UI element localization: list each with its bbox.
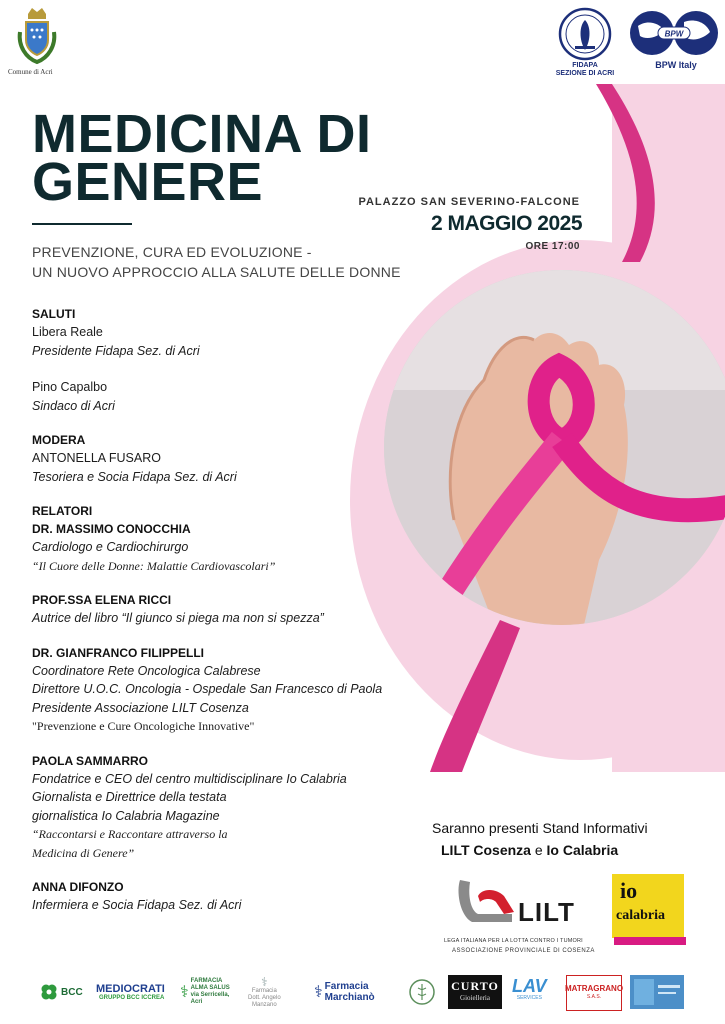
crest-icon: [12, 6, 62, 66]
curto-line2: Gioielleria: [460, 994, 490, 1002]
event-venue: PALAZZO SAN SEVERINO-FALCONE: [358, 196, 580, 208]
speaker-role: Direttore U.O.C. Oncologia - Ospedale San Francesco di Paola: [32, 682, 383, 696]
sponsor-lav: [512, 975, 547, 1009]
lav-text: LAV: [512, 976, 547, 996]
caduceus-icon: ⚕: [314, 984, 323, 1001]
section-heading-relatori: RELATORI: [32, 504, 93, 518]
fidapa-logo: [556, 6, 614, 67]
speaker-role: Presidente Associazione LILT Cosenza: [32, 700, 249, 715]
sponsor-farmacia-alma-salus: [180, 975, 230, 1009]
sponsor-farmacia-marchiano: [314, 975, 375, 1009]
speaker-role: Cardiologo e Cardiochirurgo: [32, 540, 189, 554]
speaker-role: Autrice del libro “Il giunco si piega ma non si spezza”: [32, 611, 324, 625]
iocalabria-tagline-bar: [614, 937, 686, 945]
pink-ribbon-hand-image: [384, 270, 725, 625]
stand-org-lilt: LILT Cosenza: [441, 842, 531, 858]
event-date: 2 MAGGIO 2025: [430, 212, 582, 235]
talk-title: "Prevenzione e Cure Oncologiche Innovative": [32, 719, 255, 733]
stands-orgs: [441, 842, 618, 858]
farmacia2-line3: Manzano: [252, 1001, 277, 1008]
speaker-name: Pino Capalbo: [32, 380, 108, 394]
speaker-role: Giornalista e Direttrice della testata: [32, 790, 227, 804]
farmacia2-line2: Dott. Angelo: [248, 994, 281, 1001]
moderator-role: Tesoriera e Socia Fidapa Sez. di Acri: [32, 469, 237, 484]
title-line-2: GENERE: [32, 152, 264, 212]
stand-conjunction: e: [534, 842, 543, 858]
speaker-name: ANNA DIFONZO: [32, 880, 124, 894]
matragrano-text: MATRAGRANO: [564, 984, 624, 993]
curto-line1: CURTO: [451, 979, 499, 993]
event-time: ORE 17:00: [525, 241, 580, 252]
fidapa-line1: FIDAPA: [572, 62, 598, 69]
speaker-name: PROF.SSA ELENA RICCI: [32, 593, 172, 607]
farmacia3-line1: Farmacia: [324, 981, 369, 992]
speaker-role: Presidente Fidapa Sez. di Acri: [32, 343, 200, 358]
speaker-name: DR. MASSIMO CONOCCHIA: [32, 522, 191, 536]
stands-notice: Saranno presenti Stand Informativi: [432, 820, 648, 836]
bpw-globes-icon: [628, 8, 720, 58]
matragrano-subtitle: S.A.S.: [586, 994, 602, 1000]
bcc-text: BCC: [61, 986, 83, 998]
speaker-role: Sindaco di Acri: [32, 398, 115, 413]
speaker-role: Infermiera e Socia Fidapa Sez. di Acri: [32, 898, 242, 912]
sponsor-matragrano: [566, 975, 622, 1011]
bpw-name: BPW Italy: [655, 60, 697, 70]
lilt-subtitle-2: ASSOCIAZIONE PROVINCIALE DI COSENZA: [452, 948, 595, 954]
sponsor-curto: [448, 975, 502, 1009]
bcc-clover-icon: [40, 983, 58, 1001]
sponsor-blue-logo: [630, 975, 684, 1009]
lilt-wordmark: LILT: [518, 897, 575, 927]
sponsor-mediocrati: [96, 975, 165, 1009]
mediocrati-text: MEDIOCRATI: [96, 983, 165, 995]
moderator-name: ANTONELLA FUSARO: [32, 451, 161, 465]
stand-org-iocalabria: Io Calabria: [546, 842, 619, 858]
pharmacy-cross-icon: ⚕: [180, 984, 189, 1001]
municipality-caption: Comune di Acri: [8, 68, 53, 76]
speaker-name: Libera Reale: [32, 325, 103, 339]
speaker-name: DR. GIANFRANCO FILIPPELLI: [32, 645, 204, 660]
farmacia1-line4: Acri: [190, 999, 203, 1005]
lilt-subtitle-1: LEGA ITALIANA PER LA LOTTA CONTRO I TUMORI: [444, 938, 583, 944]
sponsor-farmacia-manzano: [248, 975, 281, 1009]
bpw-logo: [628, 8, 720, 63]
farmacia1-line3: via Serricella,: [190, 992, 230, 998]
farmacia1-line1: FARMACIA: [190, 978, 223, 984]
programme: [32, 305, 432, 915]
fidapa-line2: SEZIONE DI ACRI: [555, 70, 615, 77]
round-emblem-icon: [408, 978, 436, 1006]
mediocrati-subtitle: GRUPPO BCC ICCREA: [99, 995, 165, 1001]
talk-title: Medicina di Genere”: [32, 845, 135, 860]
section-heading-modera: MODERA: [32, 433, 86, 447]
title-divider: [32, 223, 132, 225]
fidapa-emblem-icon: [557, 6, 613, 62]
iocalabria-top: io: [620, 878, 638, 903]
event-subtitle: [32, 242, 401, 282]
title-line-1: MEDICINA DI: [32, 104, 372, 164]
event-title: [32, 104, 372, 212]
bpw-badge-text: BPW: [664, 29, 684, 39]
talk-title: “Raccontarsi e Raccontare attraverso la: [32, 827, 228, 841]
section-heading-saluti: SALUTI: [32, 307, 76, 321]
iocalabria-logo: [612, 874, 684, 938]
speaker-role: Coordinatore Rete Oncologica Calabrese: [32, 663, 261, 678]
sponsor-emblem: [408, 975, 436, 1009]
farmacia3-line2: Marchianò: [324, 992, 375, 1003]
talk-title: “Il Cuore delle Donne: Malattie Cardiovascolari”: [32, 558, 276, 573]
speaker-name: PAOLA SAMMARRO: [32, 753, 148, 768]
iocalabria-bottom: calabria: [616, 908, 665, 923]
subtitle-line-2: UN NUOVO APPROCCIO ALLA SALUTE DELLE DONNE: [32, 264, 401, 280]
subtitle-line-1: PREVENZIONE, CURA ED EVOLUZIONE -: [32, 244, 312, 260]
speaker-role: giornalistica Io Calabria Magazine: [32, 808, 220, 823]
pink-ribbon-photo: [384, 270, 725, 625]
speaker-role: Fondatrice e CEO del centro multidisciplinare Io Calabria: [32, 771, 347, 786]
comune-crest-logo: [12, 6, 62, 71]
farmacia1-line2: ALMA SALUS: [190, 985, 230, 991]
lav-subtitle: SERVICES: [516, 995, 542, 1001]
blue-sponsor-logo-icon: [630, 975, 684, 1009]
caduceus-icon: ⚕: [261, 974, 268, 989]
sponsor-bcc: [40, 975, 83, 1009]
fidapa-name: [550, 62, 620, 78]
farmacia2-line1: Farmacia: [251, 987, 277, 994]
